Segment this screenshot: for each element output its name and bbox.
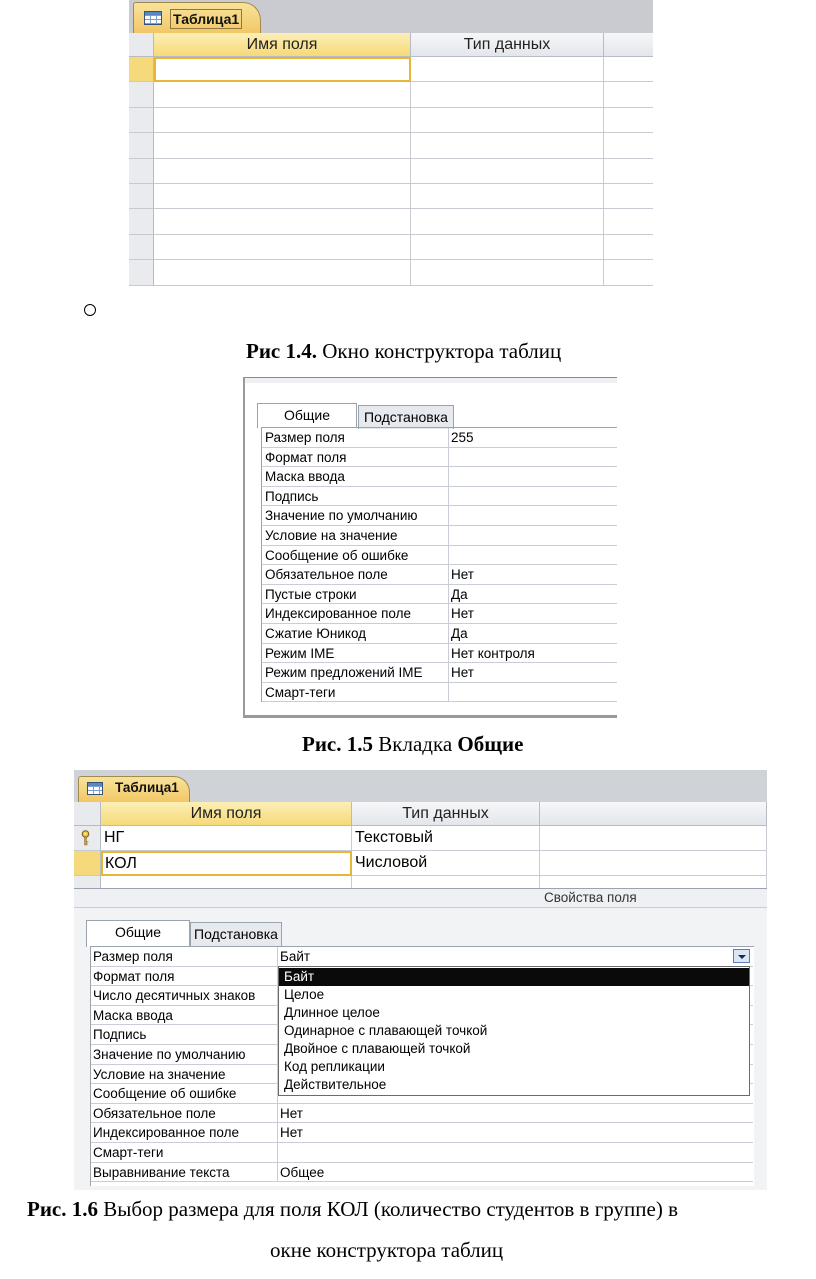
property-name: Пустые строки <box>265 586 357 602</box>
dropdown-option[interactable]: Одинарное с плавающей точкой <box>284 1023 488 1038</box>
property-value[interactable]: Нет <box>280 1125 303 1141</box>
column-header-data-type[interactable]: Тип данных <box>352 802 540 826</box>
description-cell[interactable] <box>604 57 653 82</box>
document-tab-label: Таблица1 <box>115 780 179 795</box>
property-row[interactable] <box>262 546 617 566</box>
data-type-cell[interactable] <box>411 209 604 234</box>
property-value[interactable]: Да <box>451 586 468 602</box>
field-name-cell[interactable] <box>154 235 411 260</box>
tab-lookup[interactable]: Подстановка <box>190 922 282 947</box>
document-tab-strip <box>74 770 767 802</box>
field-name-cell[interactable] <box>101 876 352 888</box>
property-row[interactable] <box>262 604 617 624</box>
column-header-field-name[interactable]: Имя поля <box>154 33 411 57</box>
figure-caption-1-6-line2: окне конструктора таблиц <box>270 1238 504 1262</box>
property-row[interactable] <box>262 448 617 468</box>
property-row[interactable] <box>91 947 753 967</box>
property-name: Индексированное поле <box>93 1125 240 1141</box>
description-cell[interactable] <box>604 209 653 234</box>
property-name: Сжатие Юникод <box>265 625 367 641</box>
data-type-cell[interactable] <box>411 235 604 260</box>
table-icon <box>87 782 103 795</box>
description-cell[interactable] <box>604 133 653 158</box>
row-selector[interactable] <box>74 876 101 888</box>
property-name: Маска ввода <box>93 1007 173 1023</box>
property-name: Подпись <box>93 1027 147 1043</box>
row-selector[interactable] <box>74 826 101 851</box>
field-name-cell[interactable] <box>154 82 411 107</box>
property-name: Сообщение об ошибке <box>93 1086 237 1102</box>
data-type-cell[interactable] <box>411 184 604 209</box>
dropdown-option[interactable]: Код репликации <box>284 1059 385 1074</box>
property-value[interactable]: Нет <box>451 567 474 583</box>
row-selector-current[interactable] <box>129 57 154 82</box>
field-name-cell-active[interactable] <box>154 57 411 82</box>
property-name: Размер поля <box>265 430 345 445</box>
property-name: Значение по умолчанию <box>93 1047 246 1062</box>
data-type-cell[interactable] <box>411 133 604 158</box>
description-cell[interactable] <box>604 235 653 260</box>
row-selector[interactable] <box>129 235 154 260</box>
description-cell[interactable] <box>604 159 653 184</box>
property-name: Индексированное поле <box>265 606 412 622</box>
field-name-cell[interactable] <box>154 209 411 234</box>
property-row[interactable] <box>262 624 617 644</box>
dropdown-option[interactable]: Действительное <box>284 1077 387 1092</box>
property-row[interactable] <box>91 1163 753 1183</box>
figure-caption-1-6-line1: Рис. 1.6 Выбор размера для поля КОЛ (количество студентов в группе) в <box>27 1197 678 1221</box>
property-value[interactable]: Нет <box>451 606 474 622</box>
column-header-description[interactable] <box>604 33 653 57</box>
column-header-field-name[interactable]: Имя поля <box>101 802 352 826</box>
data-type-cell[interactable] <box>411 57 604 82</box>
field-name-cell[interactable] <box>154 260 411 285</box>
description-cell[interactable] <box>604 82 653 107</box>
data-type-cell[interactable] <box>411 82 604 107</box>
property-name: Сообщение об ошибке <box>265 547 409 563</box>
dropdown-option[interactable]: Двойное с плавающей точкой <box>284 1041 471 1056</box>
grid-corner[interactable] <box>74 802 101 826</box>
field-name-cell[interactable] <box>154 184 411 209</box>
primary-key-icon <box>81 830 90 846</box>
property-value[interactable]: 255 <box>451 430 474 445</box>
data-type-cell[interactable] <box>411 159 604 184</box>
data-type-cell[interactable] <box>411 260 604 285</box>
property-name: Маска ввода <box>265 469 345 485</box>
property-name: Размер поля <box>93 949 173 964</box>
property-name: Число десятичных знаков <box>93 988 256 1004</box>
data-type-cell[interactable]: Числовой <box>352 851 540 876</box>
property-name: Режим предложений IME <box>265 665 423 681</box>
row-selector[interactable] <box>129 108 154 133</box>
property-row[interactable] <box>262 663 617 683</box>
chevron-down-icon <box>738 955 746 959</box>
field-name-cell[interactable] <box>154 133 411 158</box>
grid-corner[interactable] <box>129 33 154 57</box>
document-tab-table1[interactable] <box>133 2 261 33</box>
field-name-cell[interactable] <box>154 159 411 184</box>
property-name: Выравнивание текста <box>93 1164 230 1180</box>
data-type-cell[interactable]: Текстовый <box>352 826 540 851</box>
field-grid <box>129 33 653 292</box>
list-bullet <box>84 304 96 316</box>
property-name: Условие на значение <box>265 527 398 543</box>
row-selector[interactable] <box>129 82 154 107</box>
property-row[interactable] <box>262 467 617 487</box>
field-name-cell[interactable] <box>154 108 411 133</box>
row-selector[interactable] <box>129 260 154 285</box>
field-name-cell-active[interactable]: КОЛ <box>101 851 352 876</box>
row-selector[interactable] <box>129 209 154 234</box>
property-name: Смарт-теги <box>93 1145 164 1160</box>
tab-lookup[interactable]: Подстановка <box>358 405 454 429</box>
property-row[interactable] <box>262 526 617 546</box>
table-icon <box>144 11 162 25</box>
property-table <box>261 427 617 702</box>
row-selector-current[interactable] <box>74 851 101 876</box>
document-tab-label: Таблица1 <box>170 9 242 29</box>
property-value[interactable]: Нет <box>280 1105 303 1121</box>
field-properties-title: Свойства поля <box>544 890 637 905</box>
column-header-data-type[interactable]: Тип данных <box>411 33 604 57</box>
property-row[interactable] <box>91 1104 753 1124</box>
description-cell[interactable] <box>604 260 653 285</box>
property-row[interactable] <box>262 683 617 703</box>
tab-general[interactable]: Общие <box>257 403 357 428</box>
table-designer-window-size-dropdown <box>74 770 767 1190</box>
description-cell[interactable] <box>604 108 653 133</box>
field-name-cell[interactable]: НГ <box>101 826 352 851</box>
property-row[interactable] <box>262 487 617 507</box>
property-value[interactable]: Да <box>451 625 468 641</box>
property-name: Подпись <box>265 488 319 504</box>
figure-caption-1-5: Рис. 1.5 Вкладка Общие <box>302 732 524 756</box>
property-row[interactable] <box>262 644 617 664</box>
property-row[interactable] <box>262 506 617 526</box>
description-cell[interactable] <box>604 184 653 209</box>
data-type-cell[interactable] <box>352 876 540 888</box>
property-row[interactable] <box>91 1143 753 1163</box>
property-name: Формат поля <box>265 449 347 465</box>
figure-caption-1-4: Рис 1.4. Окно конструктора таблиц <box>246 339 562 363</box>
property-name: Смарт-теги <box>265 684 336 700</box>
property-name: Значение по умолчанию <box>265 508 418 524</box>
property-row[interactable] <box>262 428 617 448</box>
column-header-description[interactable] <box>540 802 767 826</box>
property-row[interactable] <box>262 585 617 605</box>
field-properties-general-tab <box>243 377 617 718</box>
dropdown-arrow-button[interactable] <box>733 949 750 963</box>
data-type-cell[interactable] <box>411 108 604 133</box>
property-value[interactable]: Нет контроля <box>451 645 535 661</box>
property-value[interactable]: Байт <box>280 949 311 964</box>
description-cell[interactable] <box>540 851 767 876</box>
property-row[interactable] <box>262 565 617 585</box>
property-name: Условие на значение <box>93 1066 226 1082</box>
table-designer-window-empty <box>129 0 653 292</box>
property-name: Формат поля <box>93 968 175 984</box>
row-selector[interactable] <box>129 133 154 158</box>
field-grid <box>74 802 767 888</box>
property-row[interactable] <box>91 1123 753 1143</box>
field-properties-header <box>74 888 767 908</box>
property-name: Обязательное поле <box>265 567 388 583</box>
document-tab-table1[interactable] <box>78 776 190 802</box>
row-selector[interactable] <box>129 184 154 209</box>
tab-general[interactable]: Общие <box>86 920 190 947</box>
row-selector[interactable] <box>129 159 154 184</box>
property-value[interactable]: Общее <box>280 1164 325 1180</box>
field-size-dropdown-list[interactable] <box>278 966 750 1096</box>
dropdown-option[interactable]: Длинное целое <box>284 1005 380 1020</box>
document-tab-strip <box>129 0 653 33</box>
property-name: Режим IME <box>265 645 335 661</box>
dropdown-option[interactable]: Байт <box>279 968 749 986</box>
description-cell[interactable] <box>540 876 767 888</box>
property-name: Обязательное поле <box>93 1105 216 1121</box>
property-value[interactable]: Нет <box>451 665 474 681</box>
description-cell[interactable] <box>540 826 767 851</box>
dropdown-option[interactable]: Целое <box>284 987 325 1002</box>
